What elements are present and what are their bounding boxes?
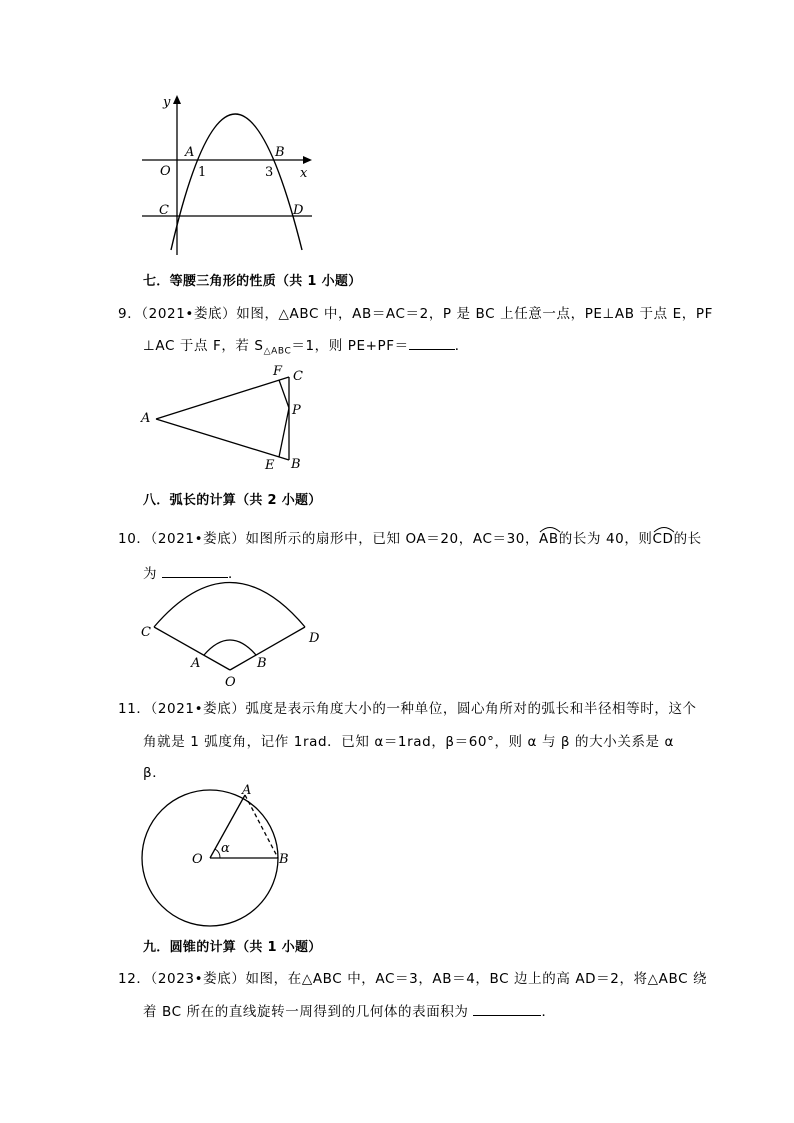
q10-text-a: 10．（2021•娄底）如图所示的扇形中，已知 OA＝20，AC＝30， <box>118 531 540 547</box>
q9-text-a: ⊥AC 于点 F，若 S <box>143 338 264 354</box>
q12-line-1: 12．（2023•娄底）如图，在△ABC 中，AC＝3，AB＝4，BC 边上的高 AD＝2，将△ABC 绕 <box>118 971 708 987</box>
q11-line-1: 11．（2021•娄底）弧度是表示角度大小的一种单位，圆心角所对的弧长和半径相等时，这个 <box>118 701 697 717</box>
label-1: 1 <box>198 165 207 180</box>
arc-ab-text: AB <box>539 531 559 547</box>
label-b: B <box>291 457 301 472</box>
label-x: x <box>300 166 308 181</box>
arc-cd-text: CD <box>652 531 674 547</box>
label-c: C <box>293 369 303 384</box>
label-b: B <box>275 145 285 160</box>
label-a: A <box>242 783 252 798</box>
q11-line-2: 角就是 1 弧度角，记作 1rad．已知 α＝1rad，β＝60°，则 α 与 β 的大小关系是 α <box>143 734 675 750</box>
q10-line-1 <box>118 527 702 547</box>
q9-text-b: ＝1，则 PE+PF＝ <box>291 338 409 354</box>
segment-pf <box>279 380 289 408</box>
label-b: B <box>279 852 289 867</box>
q9-text-end: ． <box>454 338 469 354</box>
q9-subscript: △ABC <box>263 346 292 357</box>
triangle-figure <box>135 360 315 475</box>
q9-line-1: 9．（2021•娄底）如图，△ABC 中，AB＝AC＝2，P 是 BC 上任意一点，PE⊥AB 于点 E，PF <box>118 306 713 322</box>
label-alpha: α <box>221 841 230 856</box>
label-e: E <box>265 458 275 473</box>
segment-pe <box>279 408 289 457</box>
chord-ab <box>245 795 278 858</box>
side-ac <box>156 377 289 419</box>
q10-answer-blank[interactable] <box>162 564 228 578</box>
q10-text-d: 为 <box>143 566 162 582</box>
q10-text-c: 的长 <box>673 531 702 547</box>
inner-arc <box>204 640 256 655</box>
label-d: D <box>293 203 304 218</box>
parabola-figure <box>130 90 330 260</box>
angle-mark <box>215 849 220 858</box>
x-axis-arrow <box>303 156 312 164</box>
q10-text-b: 的长为 40，则 <box>558 531 653 547</box>
sector-figure <box>135 580 335 690</box>
label-f: F <box>273 364 283 379</box>
section-heading-7: 七．等腰三角形的性质（共 1 小题） <box>143 274 362 289</box>
q10-text-end: ． <box>228 566 243 582</box>
label-y: y <box>163 95 171 110</box>
label-a: A <box>191 656 201 671</box>
q12-text-a: 着 BC 所在的直线旋转一周得到的几何体的表面积为 <box>143 1004 474 1020</box>
segment-od <box>230 627 305 670</box>
y-axis-arrow <box>173 95 181 104</box>
label-a: A <box>141 411 151 426</box>
arc-cd-mark <box>653 525 675 533</box>
section-heading-9: 九．圆锥的计算（共 1 小题） <box>143 940 322 955</box>
label-b: B <box>257 656 267 671</box>
label-c: C <box>159 203 169 218</box>
q12-answer-blank[interactable] <box>473 1002 541 1016</box>
q12-line-2 <box>143 1000 556 1020</box>
label-o: O <box>225 675 236 690</box>
circle-figure <box>135 782 305 932</box>
label-p: P <box>292 403 301 418</box>
q9-line-2 <box>143 334 469 357</box>
outer-arc <box>154 583 305 628</box>
label-3: 3 <box>265 165 274 180</box>
arc-cd-symbol <box>653 531 674 547</box>
label-d: D <box>309 631 320 646</box>
q9-answer-blank[interactable] <box>409 336 455 350</box>
label-o: O <box>192 852 203 867</box>
label-c: C <box>141 625 151 640</box>
parabola-curve <box>171 114 302 250</box>
arc-ab-mark <box>539 525 561 533</box>
side-ab <box>156 419 289 460</box>
arc-ab-symbol <box>539 531 559 547</box>
q12-text-end: ． <box>541 1004 556 1020</box>
section-heading-8: 八．弧长的计算（共 2 小题） <box>143 493 322 508</box>
label-a: A <box>185 145 195 160</box>
q11-line-3: β． <box>143 765 167 781</box>
q10-line-2 <box>143 562 242 582</box>
label-o: O <box>160 164 171 179</box>
